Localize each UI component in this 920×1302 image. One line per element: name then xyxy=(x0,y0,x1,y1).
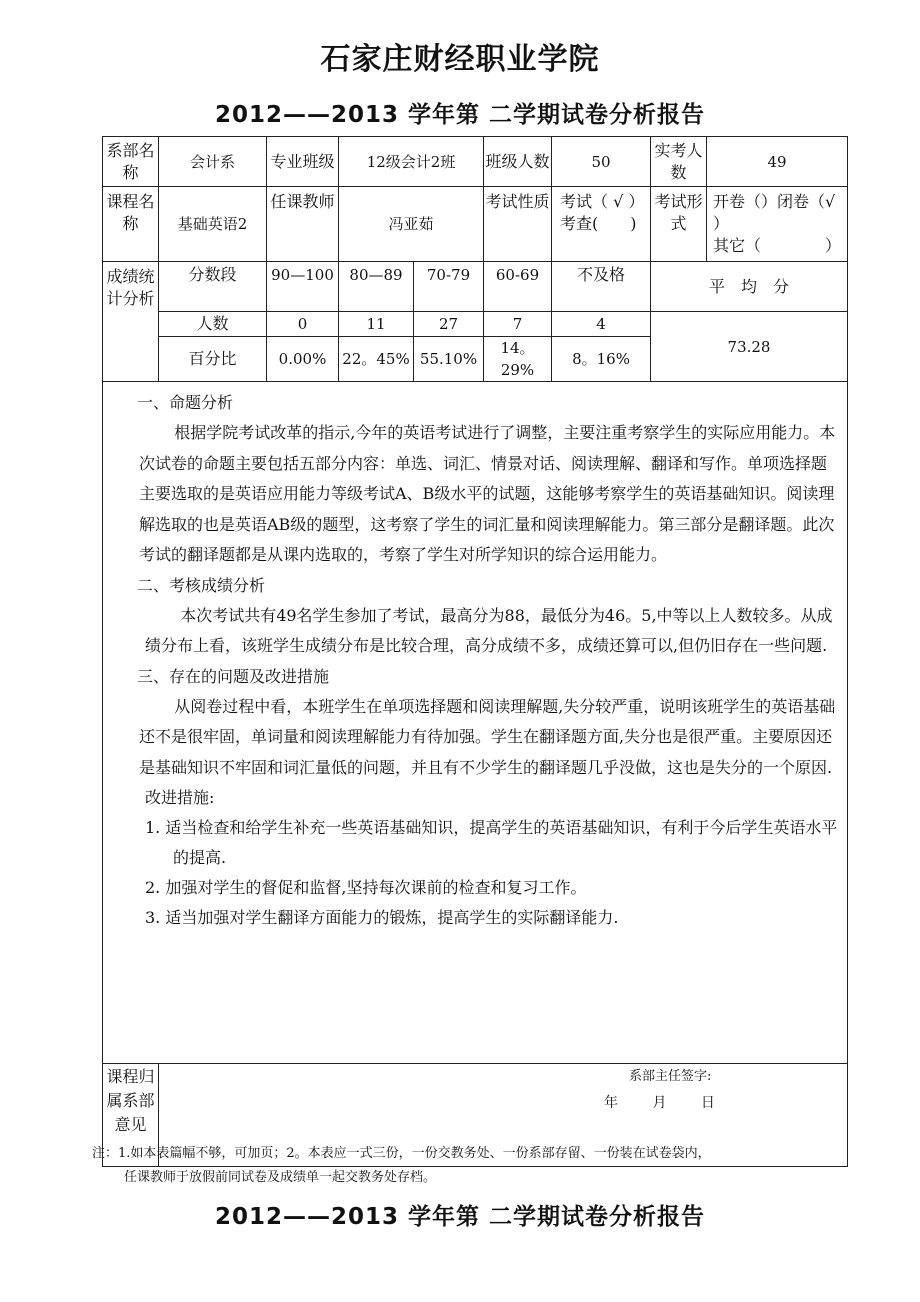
section-1-heading: 一、命题分析 xyxy=(137,393,234,412)
class-label: 专业班级 xyxy=(267,137,339,187)
pct-fail: 8。16% xyxy=(552,337,651,382)
teacher-value: 冯亚茹 xyxy=(339,187,484,262)
count-90-100: 0 xyxy=(267,312,339,337)
band-60-69: 60-69 xyxy=(484,262,552,312)
signer-label: 系部主任签字: xyxy=(629,1069,712,1084)
count-60-69: 7 xyxy=(484,312,552,337)
nature-exam-option: 考试（ √ ） xyxy=(560,192,645,211)
count-80-89: 11 xyxy=(339,312,414,337)
pct-70-79: 55.10% xyxy=(414,337,484,382)
form-other: 其它（ ） xyxy=(713,236,842,255)
footnote xyxy=(92,1142,862,1190)
teacher-label: 任课教师 xyxy=(267,187,339,262)
exam-form-label: 考试形式 xyxy=(651,187,707,262)
class-size-value: 50 xyxy=(552,137,651,187)
school-title: 石家庄财经职业学院 xyxy=(320,42,600,77)
count-fail: 4 xyxy=(552,312,651,337)
section-1-paragraph: 根据学院考试改革的指示,今年的英语考试进行了调整，主要注重考察学生的实际应用能力。本次试卷的命题主要包括五部分内容：单选、词汇、情景对话、阅读理解、翻译和写作。单项选择题主要选取的是英语应用能力等级考试A、B级水平的试题，这能够考察学生的英语基础知识。阅读理解选取的也是英语AB级的题型，这考察了学生的词汇量和阅读理解能力。第三部分是翻译题。此次考试的翻译题都是从课内选取的，考察了学生对所学知识的综合运用能力。 xyxy=(139,423,836,564)
section-2-heading: 二、考核成绩分析 xyxy=(137,575,266,595)
report-title: 2012——2013 学年第 二学期试卷分析报告 xyxy=(214,102,706,128)
section-3-paragraph: 从阅卷过程中看，本班学生在单项选择题和阅读理解题,失分较严重，说明该班学生的英语基础还不是很牢固，单词量和阅读理解能力有待加强。学生在翻译题方面,失分也是很严重。主要原因还是基础知识不牢固和词汇量低的问题，并且有不少学生的翻译题几乎没做，这也是失分的一个原因. xyxy=(139,696,836,777)
class-value: 12级会计2班 xyxy=(339,137,484,187)
band-90-100: 90—100 xyxy=(267,262,339,312)
count-label: 人数 xyxy=(159,312,267,337)
nature-check-option: 考查( ) xyxy=(560,214,637,233)
footnote-line-2: 任课教师于放假前同试卷及成绩单一起交教务处存档。 xyxy=(124,1170,437,1185)
improve-item-2: 2. 加强对学生的督促和监督,坚持每次课前的检查和复习工作。 xyxy=(145,878,587,897)
class-size-label: 班级人数 xyxy=(484,137,552,187)
course-value: 基础英语2 xyxy=(159,187,267,262)
form-close-paren: ） xyxy=(713,214,730,233)
exam-nature-value xyxy=(552,187,651,262)
stats-label: 成绩统计分析 xyxy=(103,262,159,382)
avg-value: 73.28 xyxy=(651,312,848,382)
improve-heading: 改进措施: xyxy=(145,788,215,807)
band-80-89: 80—89 xyxy=(339,262,414,312)
section-3-heading: 三、存在的问题及改进措施 xyxy=(137,666,330,686)
analysis-body xyxy=(103,382,848,1064)
actual-count-label: 实考人数 xyxy=(651,137,707,187)
pct-80-89: 22。45% xyxy=(339,337,414,382)
analysis-form-table xyxy=(102,136,848,1167)
footnote-line-1: 注：1.如本表篇幅不够，可加页；2。本表应一式三份，一份交教务处、一份系部存留、一份装在试卷袋内， xyxy=(92,1146,711,1161)
improve-item-1: 1. 适当检查和给学生补充一些英语基础知识，提高学生的英语基础知识，有利于今后学生英语水平的提高. xyxy=(145,818,838,867)
course-label: 课程名称 xyxy=(103,187,159,262)
band-label: 分数段 xyxy=(159,262,267,312)
dept-label: 系部名称 xyxy=(103,137,159,187)
exam-nature-label: 考试性质 xyxy=(484,187,552,262)
pct-label: 百分比 xyxy=(159,337,267,382)
avg-label: 平 均 分 xyxy=(651,262,848,312)
band-fail: 不及格 xyxy=(552,262,651,312)
section-2-paragraph: 本次考试共有49名学生参加了考试，最高分为88，最低分为46。5,中等以上人数较多。从成绩分布上看，该班学生成绩分布是比较合理，高分成绩不多，成绩还算可以,但仍旧存在一些问题. xyxy=(145,605,833,655)
actual-count-value: 49 xyxy=(707,137,848,187)
pct-90-100: 0.00% xyxy=(267,337,339,382)
date-label: 年 月 日 xyxy=(604,1095,715,1111)
band-70-79: 70-79 xyxy=(414,262,484,312)
form-open-closed: 开卷（）闭卷（√ xyxy=(713,192,836,211)
count-70-79: 27 xyxy=(414,312,484,337)
dept-value: 会计系 xyxy=(159,137,267,187)
pct-60-69: 14。29% xyxy=(484,337,552,382)
improve-item-3: 3. 适当加强对学生翻译方面能力的锻炼，提高学生的实际翻译能力. xyxy=(145,908,619,927)
exam-form-value xyxy=(707,187,848,262)
footer-title: 2012——2013 学年第 二学期试卷分析报告 xyxy=(214,1204,706,1230)
opinion-label: 课程归属系部意见 xyxy=(103,1064,159,1167)
